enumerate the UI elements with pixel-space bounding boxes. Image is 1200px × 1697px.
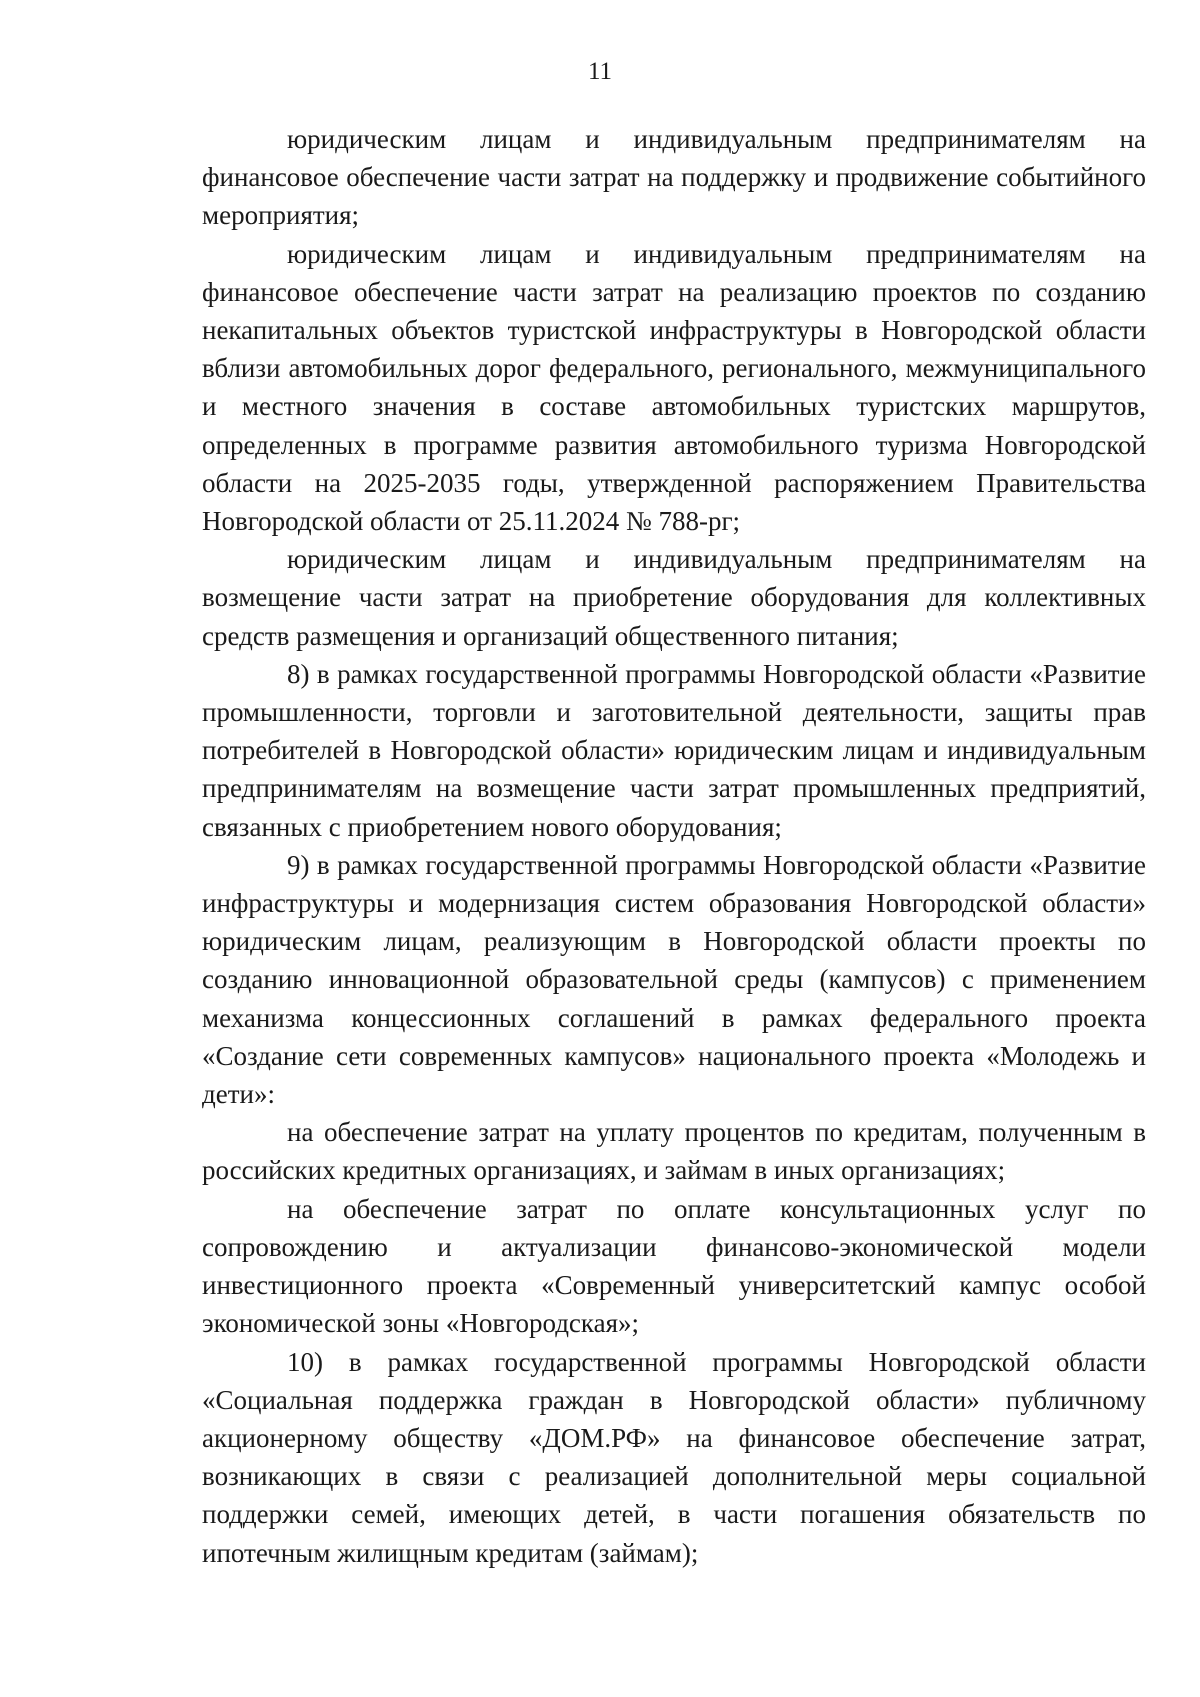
page-number: 11: [587, 58, 613, 85]
paragraph: юридическим лицам и индивидуальным предпринимателям на финансовое обеспечение части затрат на реализацию проектов по созданию некапитальных объектов туристской инфраструктуры в Новгородской области вблизи автомобильных дорог федерального, регионального, межмуниципального и местного значения в составе автомобильных туристских маршрутов, определенных в программе развития автомобильного туризма Новгородской области на 2025-2035 годы, утвержденной распоряжением Правительства Новгородской области от 25.11.2024 № 788-рг;: [202, 238, 1146, 537]
paragraph: 10) в рамках государственной программы Новгородской области «Социальная поддержка граждан в Новгородской области» публичному акционерному обществу «ДОМ.РФ» на финансовое обеспечение затрат, возникающих в связи с реализацией дополнительной меры социальной поддержки семей, имеющих детей, в части погашения обязательств по ипотечным жилищным кредитам (займам);: [202, 1346, 1146, 1568]
paragraph: 8) в рамках государственной программы Новгородской области «Развитие промышленности, торговли и заготовительной деятельности, защиты прав потребителей в Новгородской области» юридическим лицам и индивидуальным предпринимателям на возмещение части затрат промышленных предприятий, связанных с приобретением нового оборудования;: [202, 658, 1146, 842]
paragraph: юридическим лицам и индивидуальным предпринимателям на возмещение части затрат на приобретение оборудования для коллективных средств размещения и организаций общественного питания;: [202, 544, 1146, 651]
paragraph: юридическим лицам и индивидуальным предпринимателям на финансовое обеспечение части затрат на поддержку и продвижение событийного мероприятия;: [202, 124, 1146, 231]
paragraph: на обеспечение затрат по оплате консультационных услуг по сопровождению и актуализации финансово-экономической модели инвестиционного проекта «Современный университетский кампус особой экономической зоны «Новгородская»;: [202, 1193, 1146, 1339]
document-body: [202, 120, 1146, 1572]
paragraph: 9) в рамках государственной программы Новгородской области «Развитие инфраструктуры и модернизация систем образования Новгородской области» юридическим лицам, реализующим в Новгородской области проекты по созданию инновационной образовательной среды (кампусов) с применением механизма концессионных соглашений в рамках федерального проекта «Создание сети современных кампусов» национального проекта «Молодежь и дети»:: [202, 849, 1146, 1110]
paragraph: на обеспечение затрат на уплату процентов по кредитам, полученным в российских кредитных организациях, и займам в иных организациях;: [202, 1117, 1146, 1186]
